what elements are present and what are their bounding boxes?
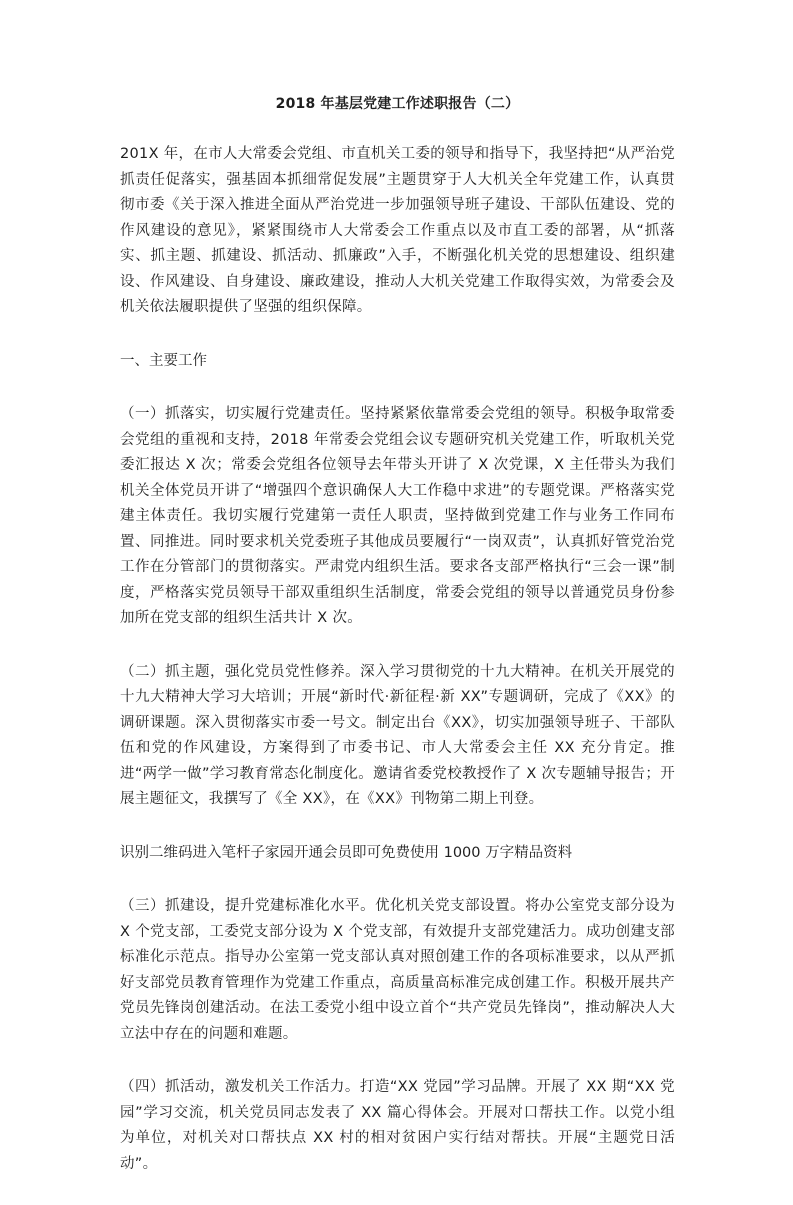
paragraph-4: （四）抓活动，激发机关工作活力。打造“XX 党园”学习品牌。开展了 XX 期“XX 党园”学习交流，机关党员同志发表了 XX 篇心得体会。开展对口帮扶工作。以党小组为单位，对机关对口帮扶点 XX 村的相对贫困户实行结对帮扶。开展“主题党日活动”。 (120, 1079, 675, 1172)
section-heading: 一、主要工作 (120, 352, 207, 369)
intro-paragraph: 201X 年，在市人大常委会党组、市直机关工委的领导和指导下，我坚持把“从严治党抓责任促落实，强基固本抓细常促发展”主题贯穿于人大机关全年党建工作，认真贯彻市委《关于深入推进全面从严治党进一步加强领导班子建设、干部队伍建设、党的作风建设的意见》，紧紧围绕市人大常委会工作重点以及市直工委的部署，从“抓落实、抓主题、抓建设、抓活动、抓廉政”入手，不断强化机关党的思想建设、组织建设、作风建设、自身建设、廉政建设，推动人大机关党建工作取得实效，为常委会及机关依法履职提供了坚强的组织保障。 (120, 146, 675, 315)
promo-text: 识别二维码进入笔杆子家园开通会员即可免费使用 1000 万字精品资料 (120, 844, 573, 861)
document-page (120, 94, 675, 1205)
paragraph-3: （三）抓建设，提升党建标准化水平。优化机关党支部设置。将办公室党支部分设为 X 个党支部，工委党支部分设为 X 个党支部，有效提升支部党建活力。成功创建支部标准化示范点。指导办公室第一党支部认真对照创建工作的各项标准要求，以从严抓好支部党员教育管理作为党建工作重点，高质量高标准完成创建工作。积极开展共产党员先锋岗创建活动。在法工委党小组中设立首个“共产党员先锋岗”，推动解决人大立法中存在的问题和难题。 (120, 898, 675, 1042)
paragraph-2: （二）抓主题，强化党员党性修养。深入学习贯彻党的十九大精神。在机关开展党的十九大精神大学习大培训；开展“新时代·新征程·新 XX”专题调研，完成了《XX》的调研课题。深入贯彻落实市委一号文。制定出台《XX》，切实加强领导班子、干部队伍和党的作风建设，方案得到了市委书记、市人大常委会主任 XX 充分肯定。推进“两学一做”学习教育常态化制度化。邀请省委党校教授作了 X 次专题辅导报告；开展主题征文，我撰写了《全 XX》，在《XX》刊物第二期上刊登。 (120, 663, 675, 807)
document-title: 2018 年基层党建工作述职报告（二） (275, 96, 520, 112)
paragraph-1: （一）抓落实，切实履行党建责任。坚持紧紧依靠常委会党组的领导。积极争取常委会党组的重视和支持，2018 年常委会党组会议专题研究机关党建工作，听取机关党委汇报达 X 次；常委会党组各位领导去年带头开讲了 X 次党课，X 主任带头为我们机关全体党员开讲了“增强四个意识确保人大工作稳中求进”的专题党课。严格落实党建主体责任。我切实履行党建第一责任人职责，坚持做到党建工作与业务工作同布置、同推进。同时要求机关党委班子其他成员要履行“一岗双责”，认真抓好管党治党工作在分管部门的贯彻落实。严肃党内组织生活。要求各支部严格执行“三会一课”制度，严格落实党员领导干部双重组织生活制度，常委会党组的领导以普通党员身份参加所在党支部的组织生活共计 X 次。 (120, 406, 675, 626)
